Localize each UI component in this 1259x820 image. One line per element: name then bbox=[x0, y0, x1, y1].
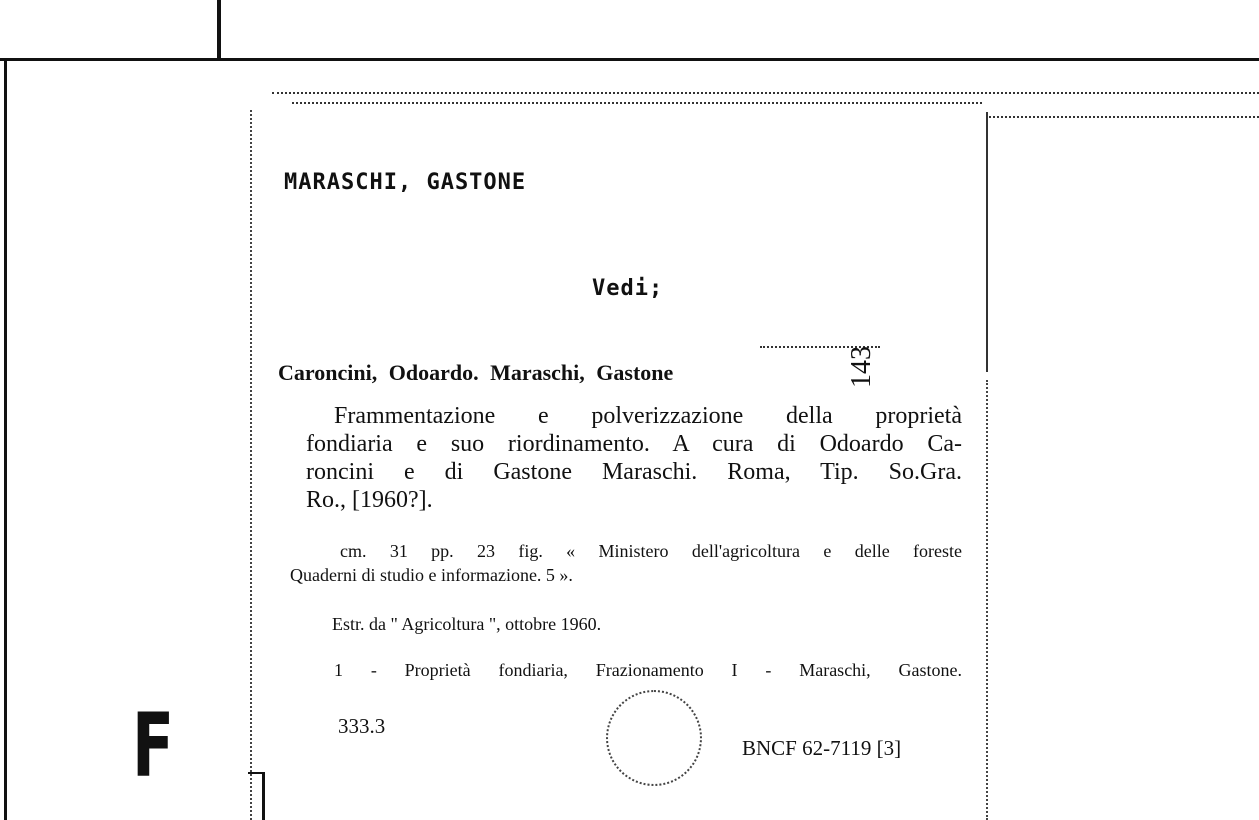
heading-name: MARASCHI, GASTONE bbox=[284, 170, 527, 195]
see-reference-label: Vedi; bbox=[592, 276, 664, 301]
title-line-4: Ro., [1960?]. bbox=[306, 487, 433, 513]
entry-authors: Caroncini, Odoardo. Maraschi, Gastone bbox=[278, 360, 674, 385]
card-top-edge bbox=[272, 92, 1259, 94]
classification-number: 333.3 bbox=[338, 714, 386, 738]
card-right-edge bbox=[986, 112, 988, 372]
stamp-number: 143 bbox=[846, 346, 877, 388]
left-edge-rule bbox=[4, 58, 7, 820]
punch-hole bbox=[606, 690, 702, 786]
title-line-2: fondiaria e suo riordinamento. A cura di Odoardo Ca- bbox=[306, 431, 962, 457]
top-left-vertical-rule bbox=[217, 0, 221, 60]
bottom-left-bracket bbox=[262, 772, 265, 820]
card-top-edge-inner bbox=[292, 102, 982, 104]
card-left-edge bbox=[250, 110, 252, 820]
title-line-3: roncini e di Gastone Maraschi. Roma, Tip. So.Gra. bbox=[306, 459, 962, 485]
extract-note: Estr. da " Agricoltura ", ottobre 1960. bbox=[332, 614, 602, 634]
right-edge-dots bbox=[986, 380, 988, 820]
collation-line: cm. 31 pp. 23 fig. « Ministero dell'agricoltura e delle foreste bbox=[340, 541, 962, 561]
top-horizontal-rule bbox=[0, 58, 1259, 61]
right-card-top-edge bbox=[986, 116, 1259, 118]
subject-headings: 1 - Proprietà fondiaria, Frazionamento I - Maraschi, Gastone. bbox=[334, 660, 962, 680]
bottom-left-bracket-tick bbox=[248, 772, 264, 774]
margin-letter: F bbox=[132, 694, 175, 797]
series-line: Quaderni di studio e informazione. 5 ». bbox=[290, 565, 573, 585]
title-line-1: Frammentazione e polverizzazione della proprietà bbox=[334, 403, 962, 429]
catalog-identifier: BNCF 62-7119 [3] bbox=[742, 736, 902, 760]
